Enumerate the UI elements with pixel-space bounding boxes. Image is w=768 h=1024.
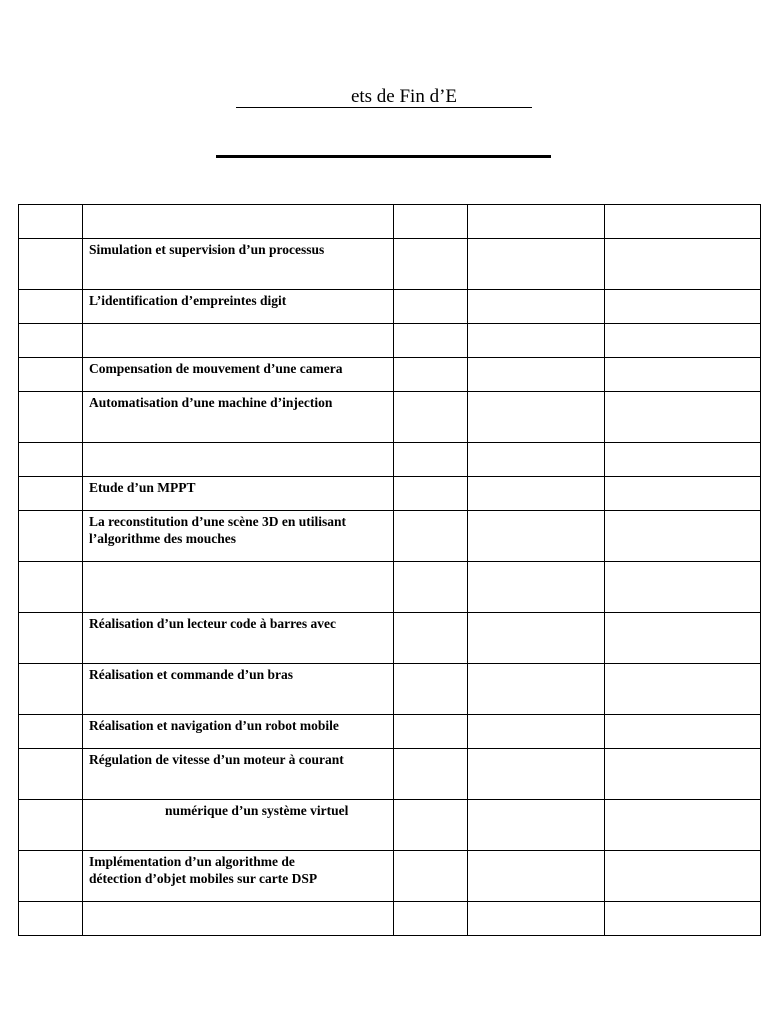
table-cell — [394, 239, 468, 290]
table-cell — [394, 511, 468, 562]
table-cell — [605, 358, 761, 392]
table-cell — [605, 613, 761, 664]
table-row — [19, 613, 761, 664]
project-subject-cell — [83, 239, 394, 290]
project-subject-line: détection d’objet mobiles sur carte DSP — [89, 871, 318, 886]
table-cell — [394, 851, 468, 902]
table-cell — [605, 290, 761, 324]
table-row — [19, 392, 761, 443]
table-cell — [468, 443, 605, 477]
project-subject-line: Réalisation et commande d’un bras — [89, 667, 294, 682]
project-subject-line: Réalisation et navigation d’un robot mobile — [89, 718, 339, 733]
project-subject-cell — [83, 562, 394, 613]
project-subject-cell — [83, 715, 394, 749]
project-subject-line: Etude d’un MPPT — [89, 480, 196, 495]
table-cell — [394, 358, 468, 392]
table-row — [19, 562, 761, 613]
table-row — [19, 290, 761, 324]
project-subject-cell — [83, 477, 394, 511]
table-cell — [394, 664, 468, 715]
table-cell — [19, 358, 83, 392]
project-subject-line: numérique d’un système virtuel — [165, 803, 349, 818]
project-subject-line: Automatisation d’une machine d’injection — [89, 395, 333, 410]
table-cell — [468, 324, 605, 358]
table-cell — [468, 239, 605, 290]
table-cell — [19, 392, 83, 443]
table-cell — [605, 749, 761, 800]
table-cell — [468, 358, 605, 392]
table-row — [19, 851, 761, 902]
table-cell — [468, 664, 605, 715]
project-subject-cell — [83, 511, 394, 562]
table-cell — [605, 324, 761, 358]
project-subject-line: Régulation de vitesse d’un moteur à courant — [89, 752, 344, 767]
project-subject-cell — [83, 902, 394, 936]
table-cell — [605, 562, 761, 613]
table-cell — [605, 205, 761, 239]
project-subject-line: Implémentation d’un algorithme de — [89, 854, 295, 869]
table-cell — [468, 715, 605, 749]
table-row — [19, 902, 761, 936]
table-cell — [468, 477, 605, 511]
project-subject-line: La reconstitution d’une scène 3D en utilisant — [89, 514, 347, 529]
project-subject-line: l’algorithme des mouches — [89, 531, 236, 546]
table-cell — [394, 800, 468, 851]
table-cell — [394, 749, 468, 800]
table-cell — [394, 392, 468, 443]
project-subject-cell — [83, 800, 394, 851]
table-cell — [605, 443, 761, 477]
table-cell — [19, 851, 83, 902]
table-cell — [394, 443, 468, 477]
project-subject-line: Simulation et supervision d’un processus — [89, 242, 325, 257]
table-cell — [468, 902, 605, 936]
table-cell — [468, 511, 605, 562]
table-cell — [19, 511, 83, 562]
table-row — [19, 358, 761, 392]
table-cell — [394, 477, 468, 511]
table-cell — [468, 290, 605, 324]
project-subject-cell — [83, 613, 394, 664]
table-cell — [468, 749, 605, 800]
project-subject-line: L’identification d’empreintes digit — [89, 293, 287, 308]
project-subject-cell — [83, 749, 394, 800]
table-cell — [468, 800, 605, 851]
project-subject-cell — [83, 443, 394, 477]
table-row — [19, 511, 761, 562]
table-cell — [394, 715, 468, 749]
project-subject-line: Réalisation d’un lecteur code à barres avec — [89, 616, 336, 631]
table-cell — [605, 800, 761, 851]
table-cell — [468, 613, 605, 664]
table-cell — [19, 477, 83, 511]
table-row — [19, 715, 761, 749]
subtitle-rule — [216, 155, 551, 158]
table-cell — [394, 290, 468, 324]
table-cell — [468, 851, 605, 902]
project-subject-cell — [83, 664, 394, 715]
table-cell — [19, 443, 83, 477]
table-row — [19, 800, 761, 851]
table-cell — [605, 239, 761, 290]
table-cell — [394, 613, 468, 664]
projects-table — [18, 204, 761, 936]
table-row — [19, 443, 761, 477]
table-cell — [605, 477, 761, 511]
table-cell — [394, 324, 468, 358]
table-row — [19, 239, 761, 290]
table-cell — [19, 613, 83, 664]
table-cell — [605, 851, 761, 902]
table-row — [19, 324, 761, 358]
table-cell — [605, 715, 761, 749]
table-cell — [468, 562, 605, 613]
table-cell — [19, 749, 83, 800]
project-subject-line: Compensation de mouvement d’une camera — [89, 361, 343, 376]
table-cell — [19, 205, 83, 239]
table-cell — [394, 562, 468, 613]
table-cell — [19, 562, 83, 613]
project-subject-cell — [83, 324, 394, 358]
table-cell — [19, 290, 83, 324]
table-cell — [19, 902, 83, 936]
table-row — [19, 749, 761, 800]
table-cell — [605, 511, 761, 562]
table-cell — [19, 800, 83, 851]
table-cell — [19, 239, 83, 290]
table-cell — [19, 715, 83, 749]
table-cell — [468, 205, 605, 239]
table-cell — [605, 902, 761, 936]
project-subject-cell — [83, 851, 394, 902]
table-cell — [605, 392, 761, 443]
table-cell — [19, 664, 83, 715]
table-cell — [19, 324, 83, 358]
project-subject-cell — [83, 290, 394, 324]
project-subject-cell — [83, 392, 394, 443]
table-cell — [468, 392, 605, 443]
project-subject-cell — [83, 205, 394, 239]
table-cell — [394, 902, 468, 936]
table-cell — [394, 205, 468, 239]
table-row — [19, 205, 761, 239]
document-title: ets de Fin d’E — [236, 86, 532, 108]
table-row — [19, 477, 761, 511]
table-cell — [605, 664, 761, 715]
project-subject-cell — [83, 358, 394, 392]
table-row — [19, 664, 761, 715]
